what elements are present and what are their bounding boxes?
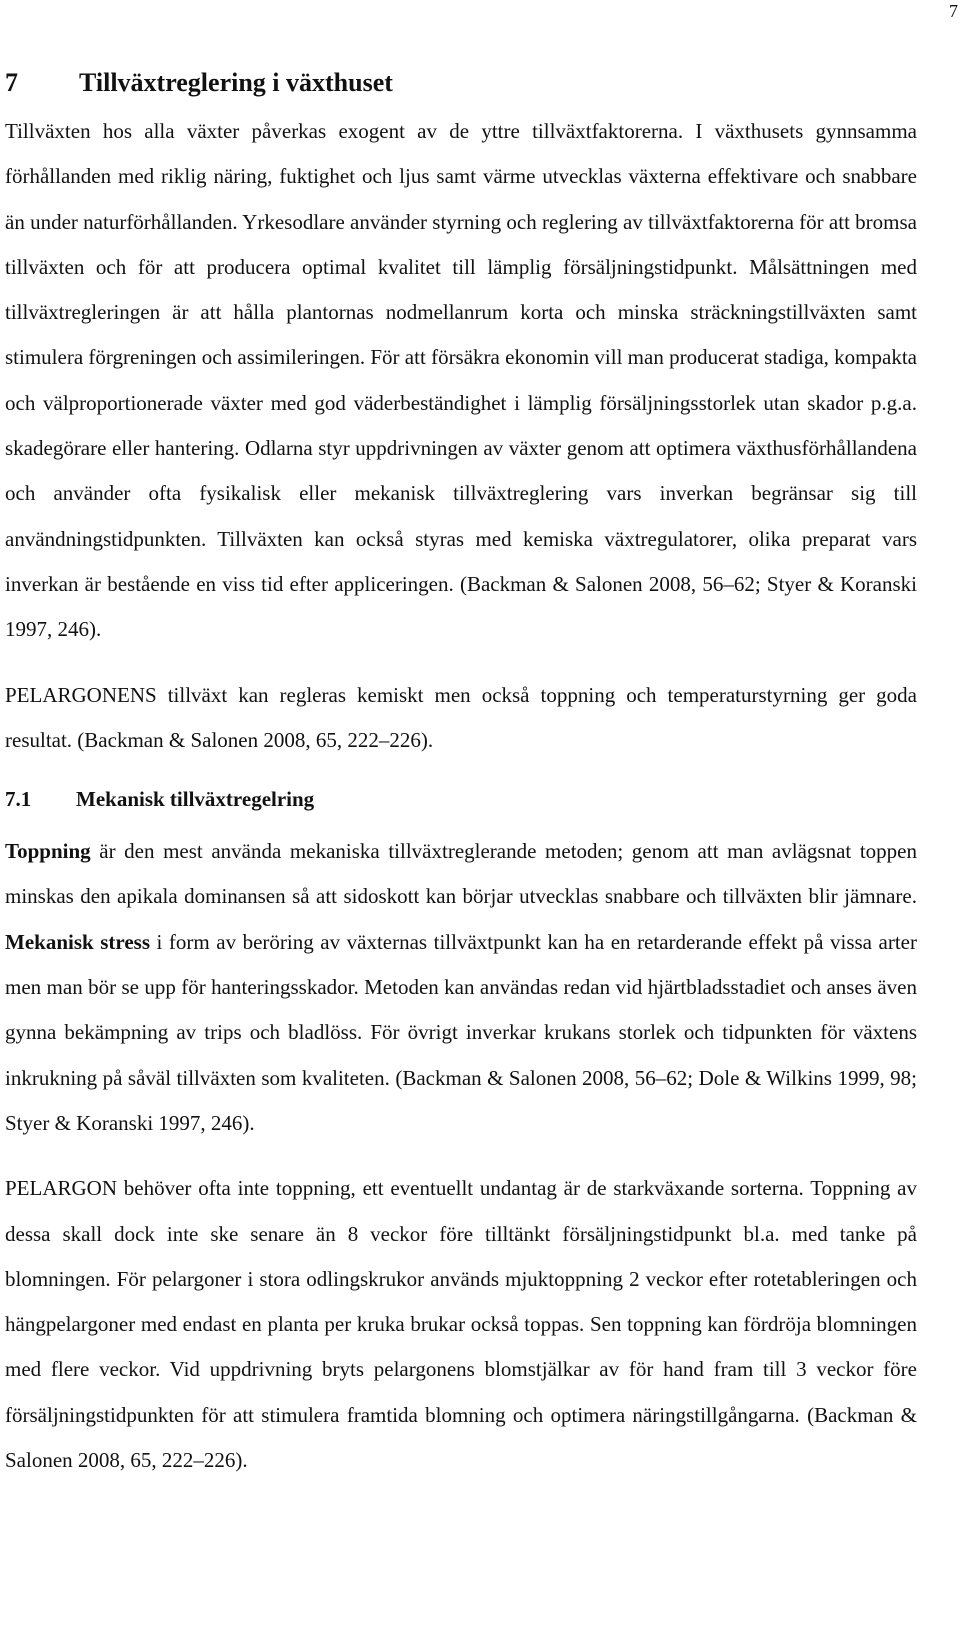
- pelargonens-paragraph: PELARGONENS tillväxt kan regleras kemiskt men också toppning och temperaturstyrning ger goda resultat. (Backman & Salonen 2008, 65, 222–226).: [5, 682, 917, 752]
- section-heading: [5, 779, 917, 819]
- page-number: 7: [949, 1, 958, 21]
- chapter-number: 7: [5, 68, 18, 97]
- toppning-text-2: i form av beröring av växternas tillväxtpunkt kan ha en retarderande effekt på vissa arter men man bör se upp för hanteringsskador. Metoden kan användas redan vid hjärtbladsstadiet och anses även gynna bekämpning av trips och bladlöss. För övrigt inverkar krukans storlek och tidpunkten för växtens inkrukning på såväl tillväxten som kvaliteten. (Backman & Salonen 2008, 56–62; Dole & Wilkins 1999, 98; Styer & Koranski 1997, 246).: [5, 929, 917, 1135]
- pelargon-paragraph: PELARGON behöver ofta inte toppning, ett eventuellt undantag är de starkväxande sorterna. Toppning av dessa skall dock inte ske senare än 8 veckor före tilltänkt försäljningstidpunkt bl.a. med tanke på blomningen. För pelargoner i stora odlingskrukor används mjuktoppning 2 veckor efter rotetableringen och hängpelargoner med endast en planta per kruka brukar också toppas. Sen toppning kan fördröja blomningen med flere veckor. Vid uppdrivning bryts pelargonens blomstjälkar av för hand fram till 3 veckor före försäljningstidpunkten för att stimulera framtida blomning och optimera näringstillgångarna. (Backman & Salonen 2008, 65, 222–226).: [5, 1176, 917, 1473]
- document-body: [5, 63, 917, 1483]
- toppning-text-1: är den mest använda mekaniska tillväxtreglerande metoden; genom att man avlägsnat toppen minskas den apikala dominansen så att sidoskott kan börjar utvecklas snabbare och tillväxten blir jämnare.: [5, 839, 917, 909]
- intro-paragraph: Tillväxten hos alla växter påverkas exogent av de yttre tillväxtfaktorerna. I växthusets gynnsamma förhållanden med riklig näring, fuktighet och ljus samt värme utvecklas växterna effektivare och snabbare än under naturförhållanden. Yrkesodlare använder styrning och reglering av tillväxtfaktorerna för att bromsa tillväxten och för att producera optimal kvalitet till lämplig försäljningstidpunkt. Målsättningen med tillväxtregleringen är att hålla plantornas nodmellanrum korta och minska sträckningstillväxten samt stimulera förgreningen och assimileringen. För att försäkra ekonomin vill man producerat stadiga, kompakta och välproportionerade växter med god väderbeständighet i lämplig försäljningsstorlek utan skador p.g.a. skadegörare eller hantering. Odlarna styr uppdrivningen av växter genom att optimera växthusförhållandena och använder ofta fysikalisk eller mekanisk tillväxtreglering vars inverkan begränsar sig till användningstidpunkten. Tillväxten kan också styras med kemiska växtregulatorer, olika preparat vars inverkan är bestående en viss tid efter appliceringen. (Backman & Salonen 2008, 56–62; Styer & Koranski 1997, 246).: [5, 119, 917, 642]
- section-number: 7.1: [5, 787, 32, 812]
- toppning-paragraph: [5, 829, 917, 1146]
- section-title: Mekanisk tillväxtregelring: [76, 787, 315, 812]
- term-mekanisk-stress: Mekanisk stress: [5, 929, 150, 954]
- chapter-title: Tillväxtreglering i växthuset: [79, 68, 393, 97]
- chapter-heading: [5, 63, 917, 103]
- term-toppning: Toppning: [5, 839, 91, 864]
